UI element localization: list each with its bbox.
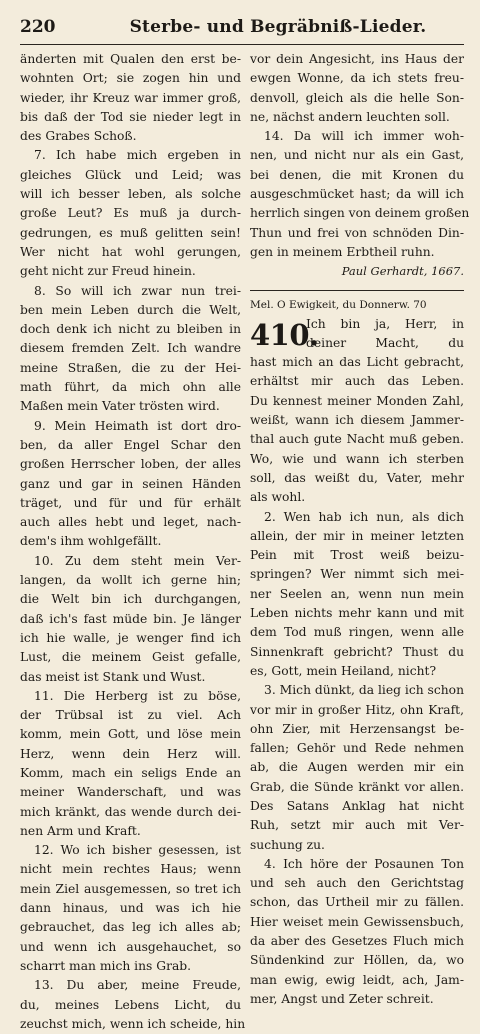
text-line: geht nicht zur Freud hinein. <box>20 264 196 279</box>
text-line: Du kennest meiner Monden Zahl, <box>250 393 464 408</box>
text-line: als wohl. <box>250 490 306 505</box>
text-line: erhältst mir auch das Leben. <box>250 374 464 389</box>
page-header <box>20 14 464 45</box>
text-line: will ich besser leben, als solche <box>20 187 241 202</box>
text-line: änderten mit Qualen den erst be- <box>20 52 241 66</box>
text-line: gedrungen, es muß gelitten sein! <box>20 225 241 240</box>
text-line: thal auch gute Nacht muß geben. <box>250 432 464 447</box>
hymn-410-opening <box>250 315 464 354</box>
text-line: ab, die Augen werden mir ein <box>250 760 464 775</box>
text-line: vor dein Angesicht, ins Haus der <box>250 52 464 66</box>
text-line: 2. Wen hab ich nun, als dich <box>264 509 464 524</box>
text-line: mer, Angst und Zeter schreit. <box>250 991 434 1006</box>
text-line: meiner Wanderschaft, und was <box>20 785 241 800</box>
text-line: der Trübsal ist zu viel. Ach <box>20 708 241 723</box>
text-line: komm, mein Gott, und löse mein <box>20 727 241 742</box>
text-line: du, meines Lebens Licht, du <box>20 997 241 1012</box>
text-line: zeuchst mich, wenn ich scheide, hin <box>20 1016 246 1031</box>
text-line: Maßen mein Vater trösten wird. <box>20 399 220 414</box>
text-line: scharrt man mich ins Grab. <box>20 958 192 973</box>
text-line: gen in meinem Erbtheil ruhn. <box>250 244 435 259</box>
text-line: ohn Zier, mit Herzensangst be- <box>250 721 464 736</box>
running-title: Sterbe- und Begräbniß-Lieder. <box>129 17 427 37</box>
text-line: Ruh, setzt mir auch mit Ver- <box>250 818 464 833</box>
text-line: wohnten Ort; sie zogen hin und <box>20 71 241 86</box>
text-line: die Welt bin ich durchgangen, <box>20 592 241 607</box>
text-line: 9. Mein Heimath ist dort dro- <box>34 418 241 433</box>
text-line: daß ich's fast müde bin. Je länger <box>20 611 241 626</box>
hymn-lead-line: Ich bin ja, Herr, in <box>306 316 464 331</box>
text-line: Lust, die meinem Geist gefalle, <box>20 650 241 665</box>
hymn-409-ending <box>250 50 470 262</box>
text-line: 3. Mich dünkt, da lieg ich schon <box>264 683 464 698</box>
text-line: 4. Ich höre der Posaunen Ton <box>264 856 464 871</box>
text-line: ganz und gar in seinen Händen <box>20 476 241 491</box>
text-line: diesem fremden Zelt. Ich wandre <box>20 341 241 356</box>
text-line: denvoll, gleich als die helle Son- <box>250 90 464 105</box>
text-line: Pein mit Trost weiß beizu- <box>250 548 464 563</box>
right-column <box>250 50 470 1006</box>
text-line: Wo, wie und wann ich sterben <box>250 451 464 466</box>
left-column <box>20 50 246 1031</box>
text-line: soll, das weißt du, Vater, mehr <box>250 470 464 485</box>
text-line: nicht mein rechtes Haus; wenn <box>20 862 241 877</box>
text-line: Sündenkind zur Höllen, da, wo <box>250 953 464 968</box>
text-line: ausgeschmücket hast; da will ich <box>250 187 464 202</box>
hymn-divider <box>250 282 464 291</box>
text-line: Des Satans Anklag hat nicht <box>250 798 464 813</box>
text-line: bei denen, die mit Kronen du <box>250 167 464 182</box>
melody-reference: Mel. O Ewigkeit, du Donnerw. 70 <box>250 298 427 311</box>
text-line: träget, und für und für erhält <box>20 495 241 510</box>
text-line: großen Herrscher loben, der alles <box>20 457 241 472</box>
text-line: mich kränkt, das wende durch dei- <box>20 804 241 819</box>
text-line: 7. Ich habe mich ergeben in <box>34 148 241 163</box>
text-line: ich hie walle, je wenger find ich <box>20 630 241 645</box>
text-line: 14. Da will ich immer woh- <box>264 129 464 144</box>
text-line: es, Gott, mein Heiland, nicht? <box>250 663 437 678</box>
text-line: dann hinaus, und was ich hie <box>20 901 241 916</box>
text-line: ben, da aller Engel Schar den <box>20 437 241 452</box>
text-line: suchung zu. <box>250 837 325 852</box>
text-line: ner Seelen an, wenn nun mein <box>250 586 464 601</box>
text-line: langen, da wollt ich gerne hin; <box>20 573 241 588</box>
text-line: man ewig, ewig leidt, ach, Jam- <box>250 972 464 987</box>
text-line: dem Tod muß ringen, wenn alle <box>250 625 464 640</box>
text-line: weißt, wann ich diesem Jammer- <box>250 413 464 428</box>
text-line: hast mich an das Licht gebracht, <box>250 355 464 370</box>
text-line: Grab, die Sünde kränkt vor allen. <box>250 779 464 794</box>
text-line: Hier weiset mein Gewissensbuch, <box>250 914 464 929</box>
hymn-410-text <box>250 353 464 1009</box>
left-column-text <box>20 50 246 1034</box>
text-line: ne, nächst andern leuchten soll. <box>250 109 450 124</box>
text-line: allein, der mir in meiner letzten <box>250 528 464 543</box>
text-line: ben mein Leben durch die Welt, <box>20 302 241 317</box>
text-line: wieder, ihr Kreuz war immer groß, <box>20 90 241 105</box>
text-line: vor mir in großer Hitz, ohn Kraft, <box>250 702 464 717</box>
text-line: des Grabes Schoß. <box>20 129 137 144</box>
text-line: mein Ziel ausgemessen, so tret ich <box>20 881 241 896</box>
text-line: Wer nicht hat wohl gerungen, <box>20 244 241 259</box>
text-line: nen, und nicht nur als ein Gast, <box>250 148 464 163</box>
text-line: Sinnenkraft gebricht? Thust du <box>250 644 464 659</box>
text-line: 10. Zu dem steht mein Ver- <box>34 553 241 568</box>
text-line: herrlich singen von deinem großen <box>250 206 470 221</box>
text-line: da aber des Gesetzes Fluch mich <box>250 934 464 949</box>
text-line: das meist ist Stank und Wust. <box>20 669 206 684</box>
text-line: schon, das Urtheil mir zu fällen. <box>250 895 464 910</box>
text-line: bis daß der Tod sie nieder legt in <box>20 109 241 124</box>
text-line: ewgen Wonne, da ich stets freu- <box>250 71 464 86</box>
text-line: Komm, mach ein seligs Ende an <box>20 765 241 780</box>
text-line: Thun und frei von schnöden Din- <box>250 225 464 240</box>
text-line: dem's ihm wohlgefällt. <box>20 534 162 549</box>
hymn-author: Paul Gerhardt, 1667. <box>341 264 464 279</box>
text-line: Leben nichts mehr kann und mit <box>250 606 464 621</box>
text-line: 11. Die Herberg ist zu böse, <box>34 688 241 703</box>
text-line: 12. Wo ich bisher gesessen, ist <box>34 843 241 858</box>
hymn-lead-line: deiner Macht, du <box>306 335 464 350</box>
text-line: auch alles hebt und leget, nach- <box>20 515 241 530</box>
text-line: große Leut? Es muß ja durch- <box>20 206 241 221</box>
text-line: gleiches Glück und Leid; was <box>20 167 241 182</box>
text-line: und wenn ich ausgehauchet, so <box>20 939 241 954</box>
text-line: meine Straßen, die zu der Hei- <box>20 360 241 375</box>
page-number: 220 <box>20 17 56 37</box>
text-line: 8. So will ich zwar nun trei- <box>34 283 241 298</box>
text-line: fallen; Gehör und Rede nehmen <box>250 741 464 756</box>
text-line: nen Arm und Kraft. <box>20 823 141 838</box>
text-line: 13. Du aber, meine Freude, <box>34 978 241 993</box>
text-line: Herz, wenn dein Herz will. <box>20 746 241 761</box>
text-line: springen? Wer nimmt sich mei- <box>250 567 464 582</box>
hymn-number: 410. <box>250 317 319 352</box>
text-line: doch denk ich nicht zu bleiben in <box>20 322 241 337</box>
text-line: math führt, da mich ohn alle <box>20 380 241 395</box>
text-line: gebrauchet, das leg ich alles ab; <box>20 920 241 935</box>
text-line: und seh auch den Gerichtstag <box>250 876 464 891</box>
